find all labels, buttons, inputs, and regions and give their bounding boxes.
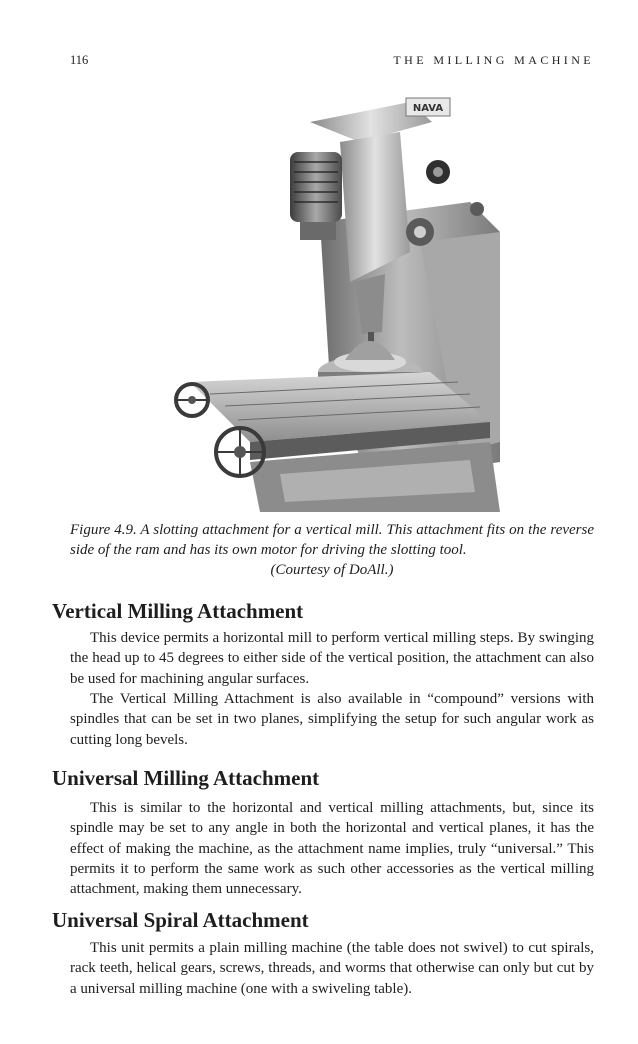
page-number: 116: [70, 53, 89, 67]
page-header: [70, 53, 594, 69]
paragraph: This is similar to the horizontal and vertical milling attachments, but, since its spindle may be set to any angle in both the horizontal and vertical planes, it has the effect of making the machine, as the attachment name implies, truly “universal.” This permits it to perform the same work as such other accessories as the vertical milling attachment, making them unnecessary.: [70, 800, 594, 898]
milling-machine-photo: [170, 82, 500, 512]
caption-text: Figure 4.9. A slotting attachment for a vertical mill. This attachment fits on the reverse side of the ram and has its own motor for driving the slotting tool.: [70, 522, 594, 558]
section-heading-spiral: Universal Spiral Attachment: [52, 908, 309, 932]
caption-credit: (Courtesy of DoAll.): [270, 562, 394, 578]
figure-caption: [70, 520, 594, 580]
running-head: THE MILLING MACHINE: [393, 53, 594, 67]
figure-photo: [170, 82, 500, 512]
section-heading-universal: Universal Milling Attachment: [52, 766, 320, 790]
paragraph: This unit permits a plain milling machine (the table does not swivel) to cut spirals, rack teeth, helical gears, screws, threads, and worms that otherwise can only but cut by a universal milling machine (one with a swiveling table).: [70, 940, 594, 997]
section-heading-vertical: Vertical Milling Attachment: [52, 599, 304, 623]
paragraph: The Vertical Milling Attachment is also available in “compound” versions with spindles that can be set in two planes, simplifying the setup for such angular work as cutting long bevels.: [70, 691, 594, 748]
paragraph: This device permits a horizontal mill to perform vertical milling steps. By swinging the head up to 45 degrees to either side of the vertical position, the attachment can also be used for machining angular surfaces.: [70, 630, 594, 687]
nameplate-text: NAVA: [412, 103, 444, 114]
